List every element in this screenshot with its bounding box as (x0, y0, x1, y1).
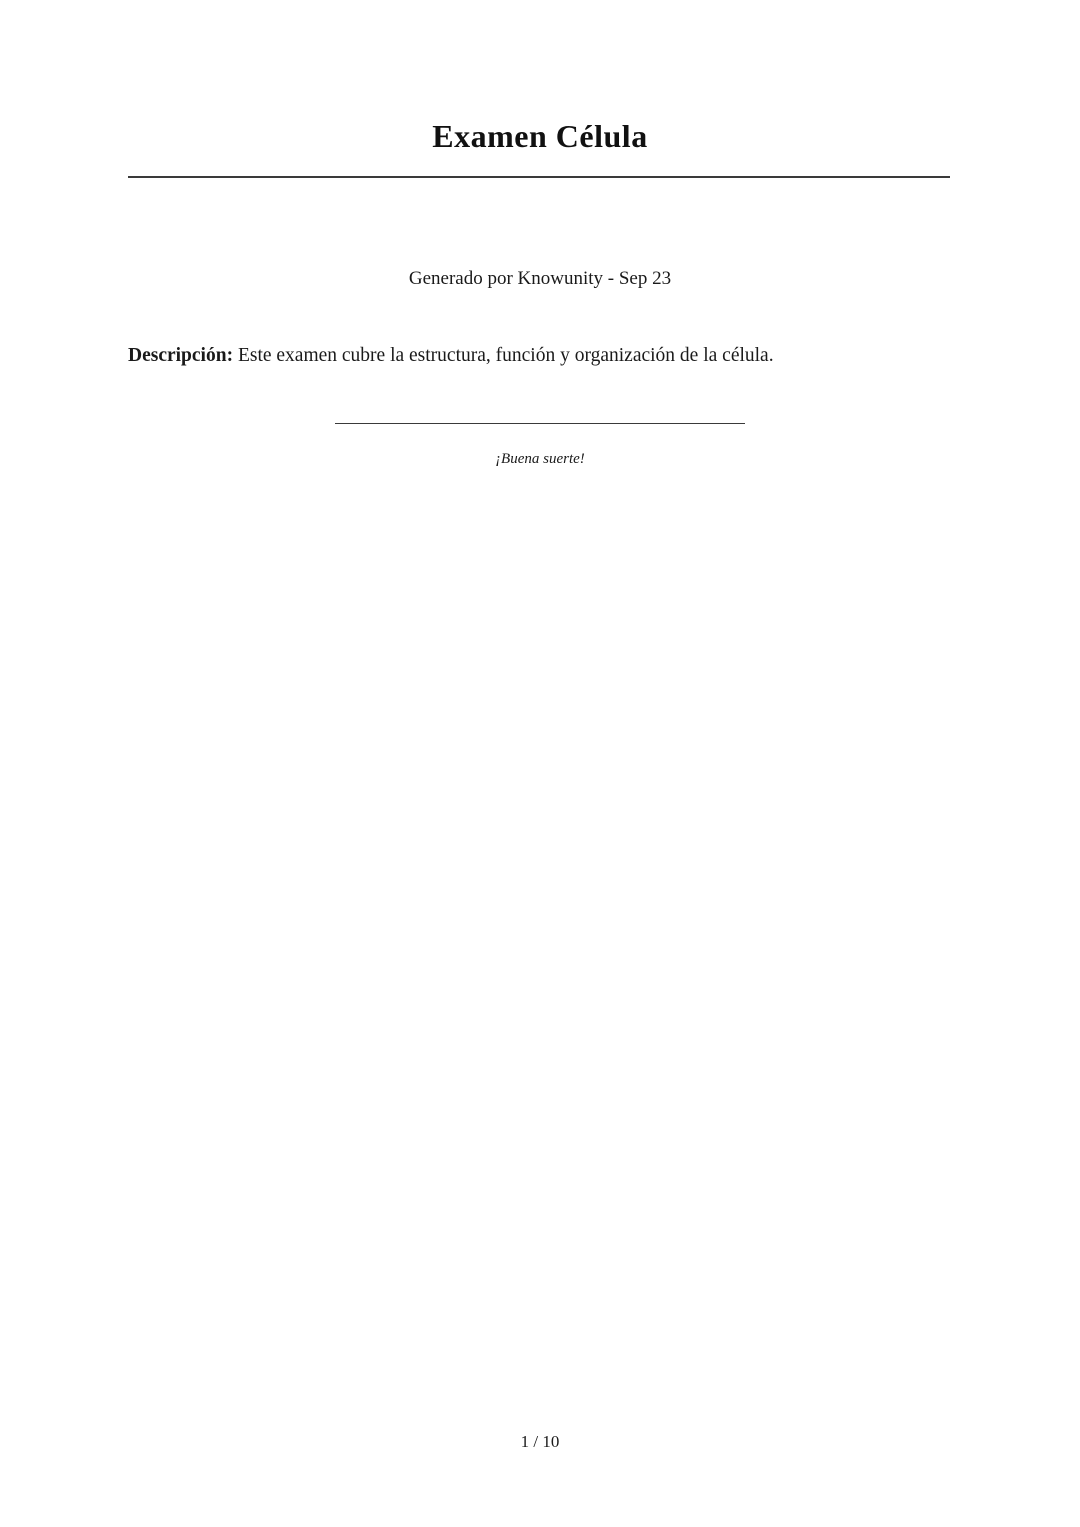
description-paragraph (128, 343, 950, 369)
good-luck-message: ¡Buena suerte! (495, 451, 585, 467)
document-title: Examen Célula (432, 118, 648, 154)
description-label: Descripción: (128, 345, 234, 366)
center-divider-rule (335, 423, 745, 424)
title-divider-rule (128, 176, 950, 178)
page-number: 1 / 10 (520, 1432, 560, 1451)
description-text: Este examen cubre la estructura, función y organización de la célula. (233, 345, 774, 366)
generated-by-line: Generado por Knowunity - Sep 23 (408, 268, 672, 289)
